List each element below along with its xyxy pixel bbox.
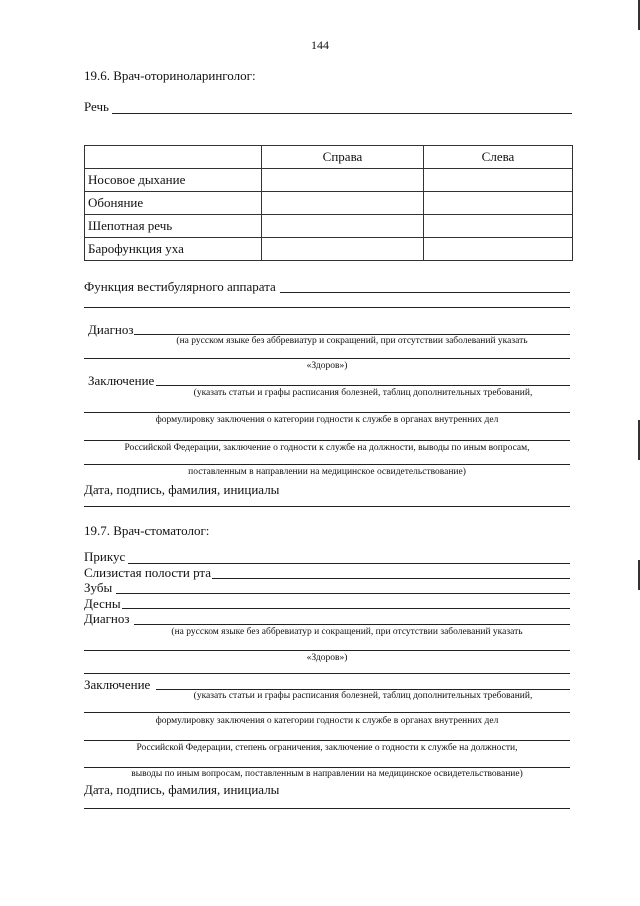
ent-diagnosis-hint: (на русском языке без аббревиатур и сокращений, при отсутствии заболеваний указать bbox=[176, 336, 528, 346]
cell-right-input[interactable] bbox=[262, 169, 424, 192]
table-row bbox=[85, 238, 573, 261]
cell-left-input[interactable] bbox=[424, 192, 573, 215]
dentist-conclusion-field-cont[interactable] bbox=[84, 767, 570, 768]
ent-signature-field[interactable] bbox=[84, 506, 570, 507]
dentist-signature-label: Дата, подпись, фамилия, инициалы bbox=[84, 782, 280, 797]
page-number: 144 bbox=[311, 38, 329, 52]
ent-conclusion-hint: поставленным в направлении на медицинское освидетельствование) bbox=[188, 467, 466, 477]
table-header-left: Слева bbox=[424, 146, 573, 169]
row-label: Носовое дыхание bbox=[85, 169, 262, 192]
ent-diagnosis-field[interactable] bbox=[134, 334, 570, 335]
gums-field[interactable] bbox=[122, 608, 570, 609]
dentist-conclusion-field-cont[interactable] bbox=[84, 740, 570, 741]
ent-conclusion-field-cont[interactable] bbox=[84, 440, 570, 441]
row-label: Обоняние bbox=[85, 192, 262, 215]
dentist-diagnosis-label: Диагноз bbox=[84, 611, 130, 626]
cell-right-input[interactable] bbox=[262, 238, 424, 261]
vestibular-field[interactable] bbox=[280, 292, 570, 293]
cell-left-input[interactable] bbox=[424, 169, 573, 192]
table-row bbox=[85, 192, 573, 215]
dentist-conclusion-label: Заключение bbox=[84, 677, 151, 692]
ent-conclusion-label: Заключение bbox=[88, 373, 155, 388]
dentist-diagnosis-hint: (на русском языке без аббревиатур и сокращений, при отсутствии заболеваний указать bbox=[171, 627, 523, 637]
teeth-label: Зубы bbox=[84, 580, 113, 595]
ent-conclusion-hint: Российской Федерации, заключение о годности к службе на должности, выводы по иным вопросам, bbox=[124, 443, 530, 453]
dentist-conclusion-hint: Российской Федерации, степень ограничения, заключение о годности к службе на должности, bbox=[136, 743, 518, 753]
ent-diagnosis-field-cont[interactable] bbox=[84, 358, 570, 359]
ent-conclusion-field-cont[interactable] bbox=[84, 464, 570, 465]
dentist-diagnosis-field-cont[interactable] bbox=[84, 650, 570, 651]
vestibular-field-cont[interactable] bbox=[84, 307, 570, 308]
gums-label: Десны bbox=[84, 596, 121, 611]
mucosa-label: Слизистая полости рта bbox=[84, 565, 212, 580]
dentist-conclusion-hint: выводы по иным вопросам, поставленным в направлении на медицинское освидетельствование) bbox=[131, 769, 523, 779]
speech-field[interactable] bbox=[112, 113, 572, 114]
ent-conclusion-hint: формулировку заключения о категории годности к службе в органах внутренних дел bbox=[155, 415, 499, 425]
dentist-heading: 19.7. Врач-стоматолог: bbox=[84, 523, 210, 538]
cell-right-input[interactable] bbox=[262, 215, 424, 238]
ent-conclusion-field-cont[interactable] bbox=[84, 412, 570, 413]
row-label: Шепотная речь bbox=[85, 215, 262, 238]
dentist-conclusion-field[interactable] bbox=[156, 689, 570, 690]
table-header-right: Справа bbox=[262, 146, 424, 169]
cell-left-input[interactable] bbox=[424, 215, 573, 238]
dentist-conclusion-hint: (указать статьи и графы расписания болезней, таблиц дополнительных требований, bbox=[193, 691, 533, 701]
dentist-signature-field[interactable] bbox=[84, 808, 570, 809]
cell-right-input[interactable] bbox=[262, 192, 424, 215]
mucosa-field[interactable] bbox=[212, 578, 570, 579]
ent-diagnosis-hint: «Здоров») bbox=[306, 361, 348, 371]
ent-conclusion-hint: (указать статьи и графы расписания болезней, таблиц дополнительных требований, bbox=[193, 388, 533, 398]
ent-exam-table bbox=[84, 145, 573, 261]
ent-conclusion-field[interactable] bbox=[156, 385, 570, 386]
row-label: Барофункция уха bbox=[85, 238, 262, 261]
table-header-row bbox=[85, 146, 573, 169]
ent-heading: 19.6. Врач-оториноларинголог: bbox=[84, 68, 256, 83]
table-row bbox=[85, 215, 573, 238]
bite-field[interactable] bbox=[128, 563, 570, 564]
bite-label: Прикус bbox=[84, 549, 126, 564]
teeth-field[interactable] bbox=[116, 593, 570, 594]
dentist-diagnosis-field[interactable] bbox=[134, 624, 570, 625]
cell-left-input[interactable] bbox=[424, 238, 573, 261]
ent-diagnosis-label: Диагноз bbox=[88, 322, 134, 337]
table-header-empty bbox=[85, 146, 262, 169]
dentist-conclusion-hint: формулировку заключения о категории годности к службе в органах внутренних дел bbox=[155, 716, 499, 726]
table-row bbox=[85, 169, 573, 192]
dentist-diagnosis-field-cont[interactable] bbox=[84, 673, 570, 674]
ent-signature-label: Дата, подпись, фамилия, инициалы bbox=[84, 482, 280, 497]
vestibular-label: Функция вестибулярного аппарата bbox=[84, 279, 276, 294]
dentist-diagnosis-hint: «Здоров») bbox=[306, 653, 348, 663]
dentist-conclusion-field-cont[interactable] bbox=[84, 712, 570, 713]
speech-label: Речь bbox=[84, 99, 109, 114]
